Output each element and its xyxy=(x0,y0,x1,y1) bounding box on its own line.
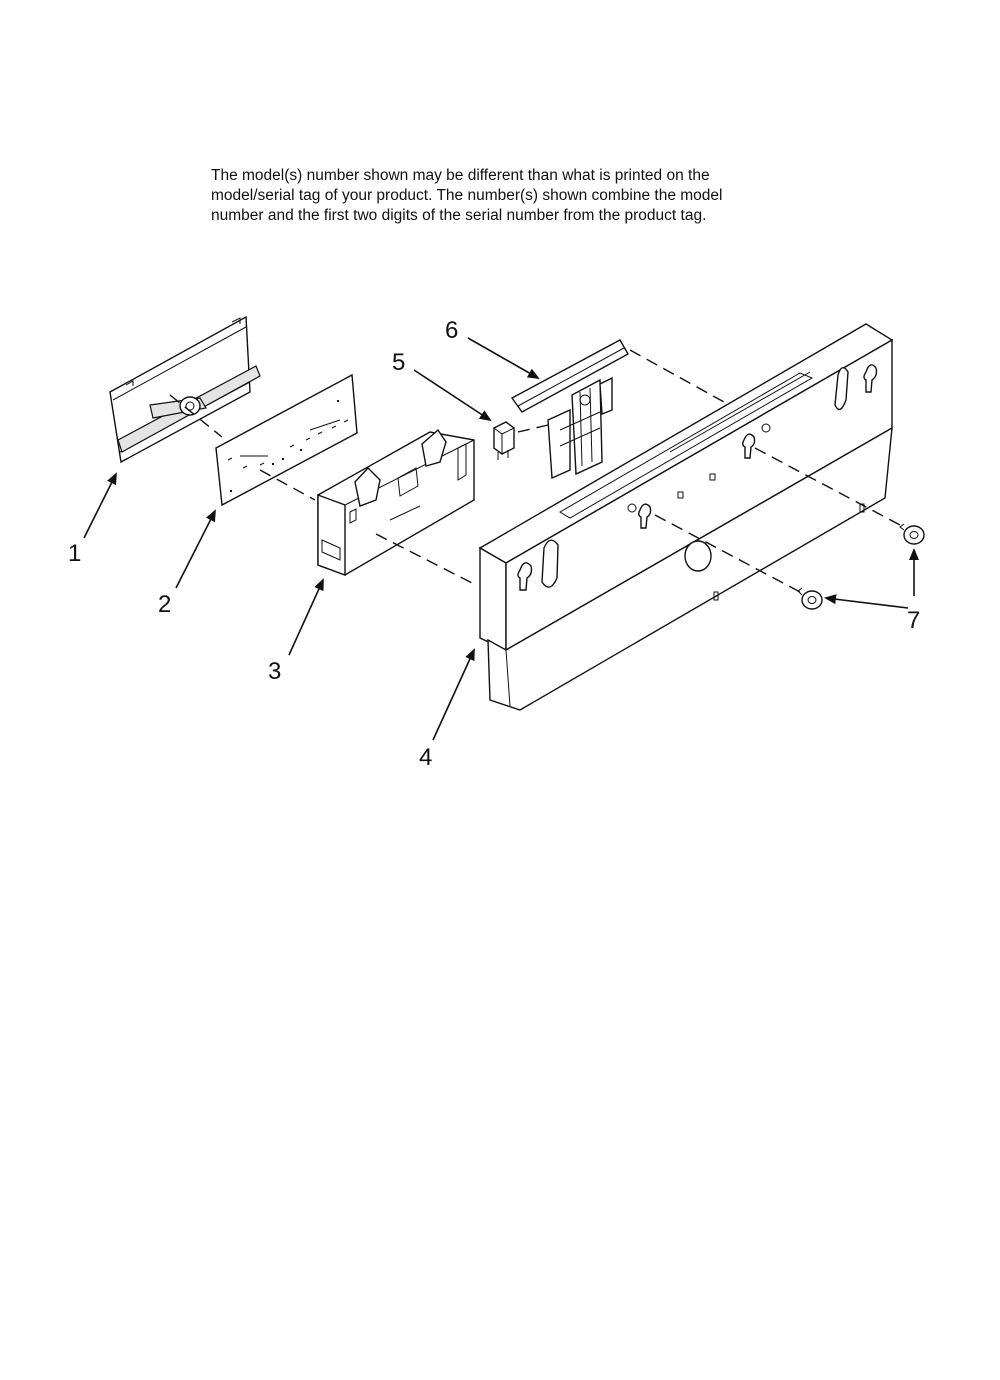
callout-7: 7 xyxy=(907,607,921,634)
part-7-screw-right xyxy=(900,524,924,544)
callout-1: 1 xyxy=(68,540,82,567)
part-6-latch-assembly xyxy=(512,340,628,478)
callout-5: 5 xyxy=(392,349,406,376)
callout-6: 6 xyxy=(445,317,459,344)
note-line-3: number and the first two digits of the serial number from the product tag. xyxy=(211,207,707,224)
note-line-2: model/serial tag of your product. The number(s) shown combine the model xyxy=(211,187,723,204)
callout-4: 4 xyxy=(419,744,433,771)
note-line-1: The model(s) number shown may be different than what is printed on the xyxy=(211,167,710,184)
part-3-module-housing xyxy=(318,430,474,575)
part-5-switch xyxy=(494,422,514,460)
part-7-screw-left xyxy=(798,588,822,609)
callout-2: 2 xyxy=(158,591,172,618)
callout-3: 3 xyxy=(268,658,282,685)
